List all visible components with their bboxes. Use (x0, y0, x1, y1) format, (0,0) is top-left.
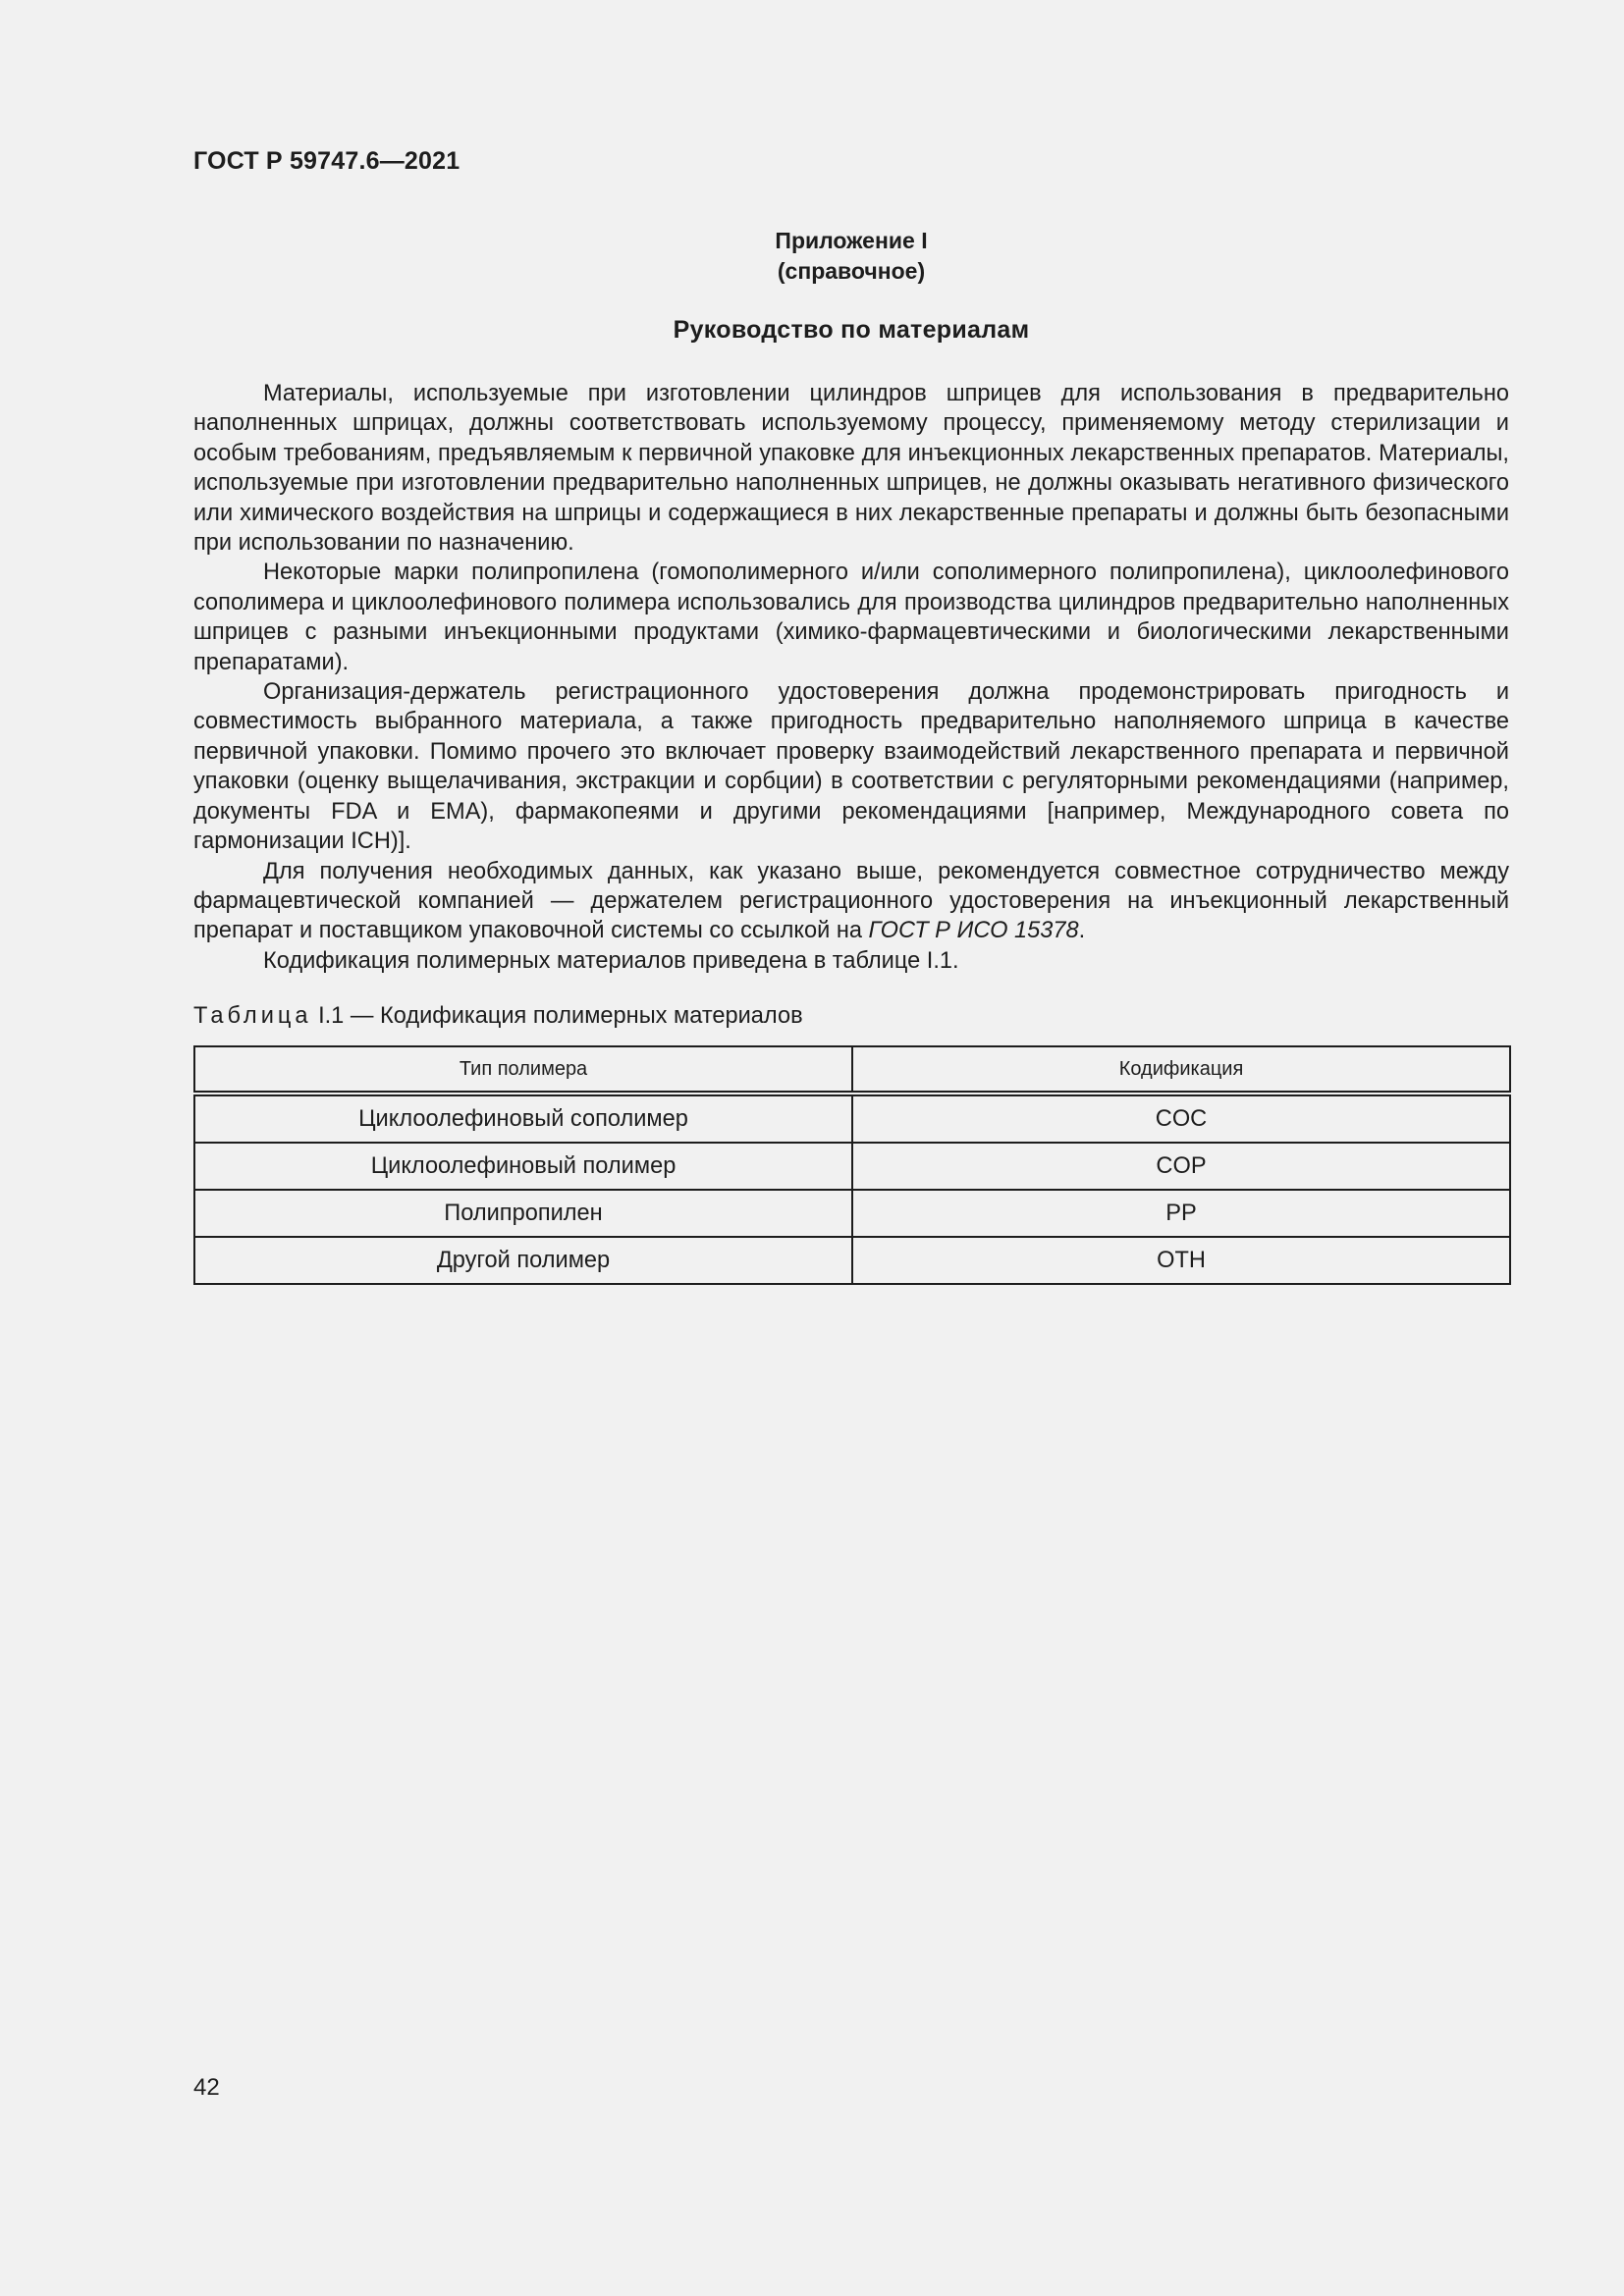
header-codification: Кодификация (852, 1046, 1510, 1094)
body-text (193, 379, 1509, 976)
paragraph-5: Кодификация полимерных материалов приведена в таблице I.1. (263, 947, 959, 974)
header-polymer-type: Тип полимера (194, 1046, 852, 1094)
polymer-codification-table (193, 1045, 1511, 1285)
paragraph-4 (193, 857, 1509, 946)
table-caption-text: I.1 — Кодификация полимерных материалов (311, 1003, 803, 1029)
paragraph-1: Материалы, используемые при изготовлении цилиндров шприцев для использования в предварительно наполненных шприцах, должны соответствовать используемому процессу, применяемому методу стерилизации и особым требованиям, предъявляемым к первичной упаковке для инъекционных лекарственных препаратов. Материалы, используемые при изготовлении предварительно наполненных шприцев, не должны оказывать негативного физического или химического воздействия на шприцы и содержащиеся в них лекарственные препараты и должны быть безопасными при использовании по назначению. (193, 381, 1509, 557)
appendix-heading (193, 226, 1509, 287)
codification-cell: COC (852, 1094, 1510, 1143)
appendix-title: Приложение I (775, 228, 928, 253)
page-number: 42 (193, 2074, 220, 2101)
table-header-row (194, 1046, 1510, 1094)
paragraph-2: Некоторые марки полипропилена (гомополимерного и/или сополимерного полипропилена), циклоолефинового сополимера и циклоолефинового полимера использовались для производства цилиндров предварительно наполненных шприцев с разными инъекционными продуктами (химико-фармацевтическими и биологическими лекарственными препаратами). (193, 560, 1509, 675)
polymer-type-cell: Циклоолефиновый сополимер (194, 1094, 852, 1143)
polymer-type-cell: Циклоолефиновый полимер (194, 1143, 852, 1190)
table-row (194, 1094, 1510, 1143)
table-row (194, 1143, 1510, 1190)
table-caption-label: Таблица (193, 1003, 312, 1029)
appendix-note: (справочное) (777, 258, 926, 284)
section-title: Руководство по материалам (673, 316, 1030, 344)
table-row (194, 1237, 1510, 1284)
polymer-type-cell: Другой полимер (194, 1237, 852, 1284)
codification-cell: COP (852, 1143, 1510, 1190)
polymer-type-cell: Полипропилен (194, 1190, 852, 1237)
paragraph-3: Организация-держатель регистрационного удостоверения должна продемонстрировать пригодность и совместимость выбранного материала, а также пригодность предварительно наполняемого шприца в качестве первичной упаковки. Помимо прочего это включает проверку взаимодействий лекарственного препарата и первичной упаковки (оценку выщелачивания, экстракции и сорбции) в соответствии с регуляторными рекомендациями (например, документы FDA и EMA), фармакопеями и другими рекомендациями [например, Международного совета по гармонизации ICH)]. (193, 679, 1509, 855)
standard-reference: ГОСТ Р ИСО 15378 (868, 918, 1079, 944)
paragraph-4-text: Для получения необходимых данных, как указано выше, рекомендуется совместное сотрудничество между фармацевтической компанией — держателем регистрационного удостоверения на инъекционный лекарственный препарат и поставщиком упаковочной системы со ссылкой на (193, 858, 1509, 944)
table-row (194, 1190, 1510, 1237)
document-header-id: ГОСТ Р 59747.6—2021 (193, 147, 460, 175)
codification-cell: PP (852, 1190, 1510, 1237)
table-caption (193, 1003, 803, 1030)
paragraph-4-end: . (1078, 918, 1086, 944)
codification-cell: OTH (852, 1237, 1510, 1284)
